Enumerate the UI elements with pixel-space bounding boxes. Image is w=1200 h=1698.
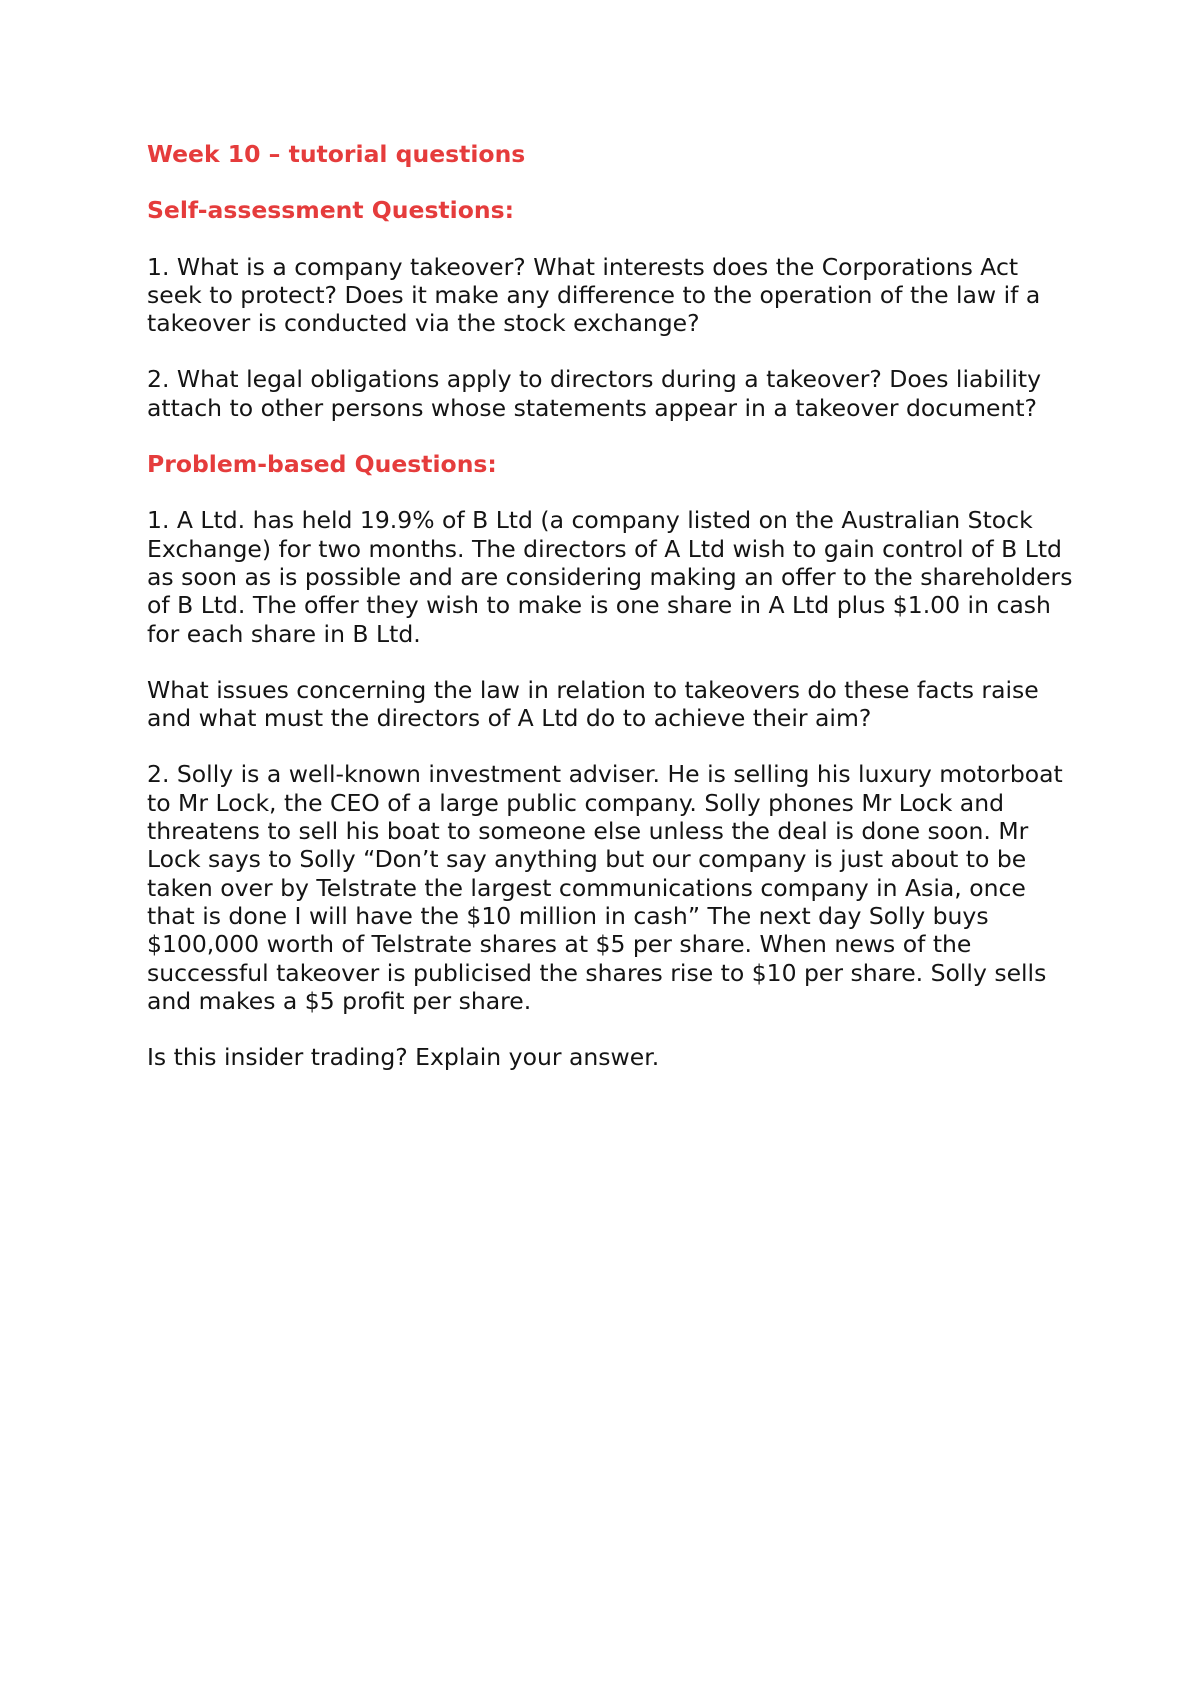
self-assessment-question-2: 2. What legal obligations apply to directors during a takeover? Does liability attach to other persons whose statements appear in a takeover document? — [147, 365, 1042, 422]
problem-based-heading: Problem-based Questions: — [147, 450, 497, 479]
problem-question-2-prompt: Is this insider trading? Explain your answer. — [147, 1043, 660, 1072]
document-body — [147, 140, 1077, 1099]
problem-question-1-prompt: What issues concerning the law in relation to takeovers do these facts raise and what must the directors of A Ltd do to achieve their aim? — [147, 675, 1039, 733]
problem-question-2: 2. Solly is a well-known investment adviser. He is selling his luxury motorboat to Mr Lock, the CEO of a large public company. Solly phones Mr Lock and threatens to sell his boat to someone else unless the deal is done soon. Mr Lock says to Solly “Don’t say anything but our company is just about to be taken over by Telstrate the largest communications company in Asia, once that is done I will have the $10 million in cash” The next day Solly buys $100,000 worth of Telstrate shares at $5 per share. When news of the successful takeover is publicised the shares rise to $10 per share. Solly sells and makes a $5 profit per share. — [147, 760, 1063, 1015]
document-title: Week 10 – tutorial questions — [147, 140, 526, 168]
self-assessment-question-1: 1. What is a company takeover? What interests does the Corporations Act seek to protect? Does it make any difference to the operation of the law if a takeover is conducted via the stock exchange? — [147, 252, 1041, 338]
problem-question-1: 1. A Ltd. has held 19.9% of B Ltd (a company listed on the Australian Stock Exchange) for two months. The directors of A Ltd wish to gain control of B Ltd as soon as is possible and are considering making an offer to the shareholders of B Ltd. The offer they wish to make is one share in A Ltd plus $1.00 in cash for each share in B Ltd. — [147, 506, 1073, 648]
self-assessment-heading: Self-assessment Questions: — [147, 196, 514, 225]
